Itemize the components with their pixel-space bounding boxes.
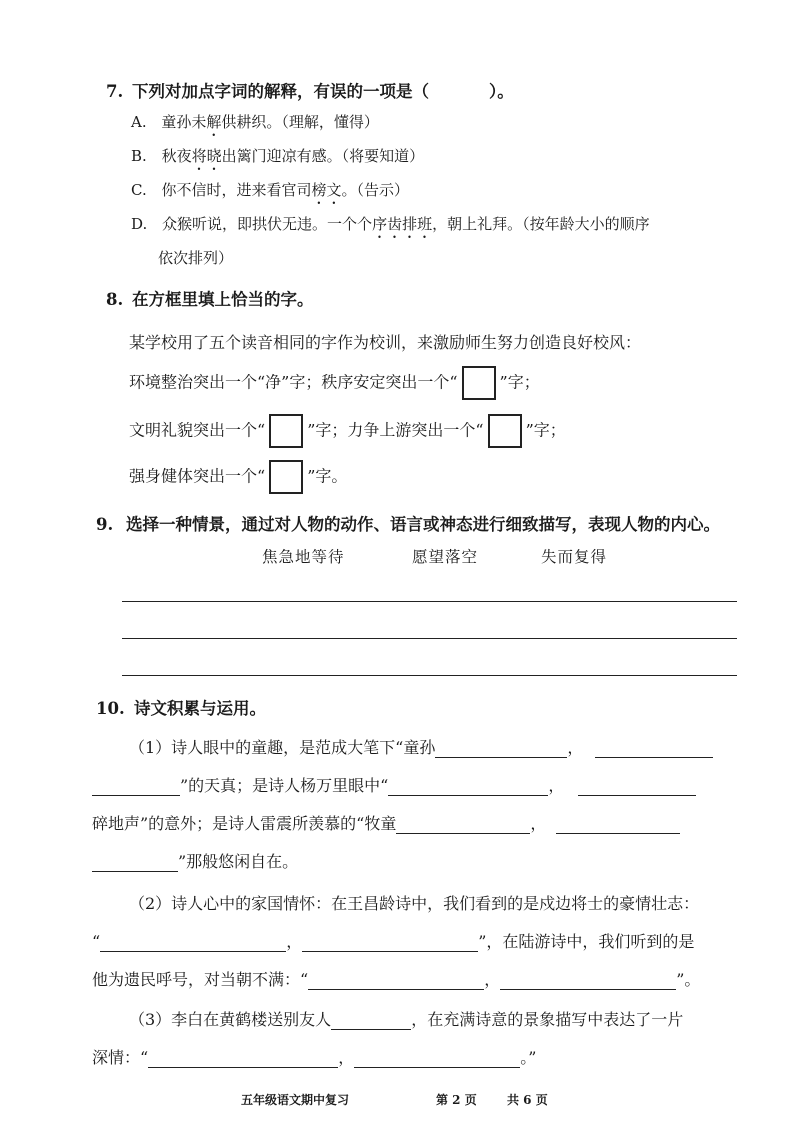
q8-text: 文明礼貌突出一个“ — [129, 420, 266, 440]
q10-text: 碎地声”的意外；是诗人雷震所羡慕的“牧童 — [92, 814, 397, 833]
q10-p2-line-3 — [92, 967, 700, 990]
q10-text: ”，在陆游诗中，我们听到的是 — [478, 932, 695, 951]
footer-total-pages: 共 6 页 — [507, 1093, 548, 1107]
writing-line[interactable] — [122, 601, 737, 602]
q7-option-b — [131, 145, 424, 174]
q10-p1-line-4 — [92, 849, 298, 872]
q10-text: 深情：“ — [92, 1048, 149, 1067]
fill-blank[interactable] — [388, 777, 548, 796]
fill-blank[interactable] — [331, 1011, 411, 1030]
option-letter: B. — [131, 147, 147, 165]
q8-text: 强身健体突出一个“ — [129, 466, 266, 486]
scene-option: 失而复得 — [541, 548, 608, 566]
option-text: 秋夜 — [161, 147, 192, 165]
fill-blank[interactable] — [148, 1049, 338, 1068]
fill-blank[interactable] — [396, 815, 530, 834]
q8-line-3 — [129, 460, 347, 494]
fill-blank[interactable] — [578, 777, 696, 796]
q10-text: “ — [92, 932, 101, 951]
q8-line-1 — [129, 366, 540, 400]
q10-p1-line-1 — [129, 735, 713, 758]
q7-option-d-continued: 依次排列） — [158, 249, 234, 267]
q10-p1-line-2 — [92, 773, 696, 796]
q10-text: （1）诗人眼中的童趣，是范成大笔下“童孙 — [129, 738, 436, 757]
footer-page-number: 第 2 页 — [436, 1093, 477, 1107]
q10-text: ”那般悠闲自在。 — [178, 852, 299, 871]
q10-p3-line-1 — [129, 1007, 683, 1030]
q8-number: 8. — [106, 290, 124, 309]
q10-text: ”。 — [676, 970, 701, 989]
q10-p3-line-2 — [92, 1045, 536, 1068]
writing-line[interactable] — [122, 675, 737, 676]
q10-text: ， — [530, 814, 547, 833]
q8-title — [106, 286, 314, 310]
writing-line[interactable] — [122, 638, 737, 639]
q9-title — [96, 511, 720, 535]
q10-text: 他为遗民呼号，对当朝不满：“ — [92, 970, 309, 989]
option-text: 童孙未 — [161, 113, 207, 131]
fill-blank[interactable] — [302, 933, 478, 952]
option-text: 。（告示） — [341, 181, 410, 199]
q8-line-2 — [129, 414, 566, 448]
q10-text: ， — [567, 738, 584, 757]
option-text: 你不信时，进来看官司 — [161, 181, 312, 199]
scene-option: 焦急地等待 — [262, 548, 345, 566]
option-text: 出篱门迎凉有感。（将要知道） — [221, 147, 425, 165]
fill-blank[interactable] — [308, 971, 484, 990]
answer-box[interactable] — [462, 366, 496, 400]
q10-text: 。” — [520, 1048, 537, 1067]
option-dotted-word: 将晓 — [191, 147, 222, 165]
q7-title — [106, 78, 514, 102]
q8-text: ”字； — [499, 372, 540, 392]
q8-title-text: 在方框里填上恰当的字。 — [132, 290, 314, 309]
fill-blank[interactable] — [435, 739, 567, 758]
q10-p1-line-3 — [92, 811, 680, 834]
answer-box[interactable] — [269, 460, 303, 494]
fill-blank[interactable] — [595, 739, 713, 758]
q7-option-a — [131, 111, 379, 140]
q10-p2-line-2 — [92, 929, 694, 952]
q7-option-d — [131, 213, 650, 242]
q7-number: 7. — [106, 82, 124, 101]
q7-stem-end: ）。 — [489, 82, 514, 101]
footer-subject: 五年级语文期中复习 — [241, 1093, 350, 1107]
fill-blank[interactable] — [92, 853, 178, 872]
option-text: 众猴听说，即拱伏无违。一个个 — [162, 215, 373, 233]
option-letter: C. — [131, 181, 147, 199]
q10-text: ，在充满诗意的景象描写中表达了一片 — [411, 1010, 684, 1029]
q10-text: （3）李白在黄鹤楼送别友人 — [129, 1010, 332, 1029]
option-letter: D. — [131, 215, 148, 233]
q10-text: ， — [338, 1048, 355, 1067]
q9-number: 9. — [96, 515, 114, 534]
option-dotted-word: 榜文 — [311, 181, 342, 199]
q8-text: ”字；力争上游突出一个“ — [307, 420, 484, 440]
q8-intro: 某学校用了五个读音相同的字作为校训，来激励师生努力创造良好校风： — [129, 333, 642, 352]
q9-title-text: 选择一种情景，通过对人物的动作、语言或神态进行细致描写，表现人物的内心。 — [126, 515, 720, 534]
q10-text: ”的天真；是诗人杨万里眼中“ — [180, 776, 389, 795]
q8-text: ”字； — [525, 420, 566, 440]
q10-title-text: 诗文积累与运用。 — [134, 699, 266, 718]
q7-stem: 下列对加点字词的解释，有误的一项是（ — [132, 82, 429, 101]
fill-blank[interactable] — [92, 777, 180, 796]
option-dotted-word: 序齿排班 — [372, 215, 433, 233]
q10-number: 10. — [96, 699, 125, 718]
option-dotted-word: 解 — [206, 113, 222, 131]
fill-blank[interactable] — [556, 815, 680, 834]
q8-text: 环境整治突出一个“净”字；秩序安定突出一个“ — [129, 372, 458, 392]
q10-title — [96, 695, 266, 719]
q7-option-c — [131, 179, 409, 208]
fill-blank[interactable] — [354, 1049, 520, 1068]
option-letter: A. — [131, 113, 147, 131]
q10-text: ， — [548, 776, 565, 795]
answer-box[interactable] — [488, 414, 522, 448]
q10-text: ， — [286, 932, 303, 951]
option-text: ，朝上礼拜。（按年龄大小的顺序 — [432, 215, 650, 233]
answer-box[interactable] — [269, 414, 303, 448]
fill-blank[interactable] — [100, 933, 286, 952]
q10-text: ， — [484, 970, 501, 989]
fill-blank[interactable] — [500, 971, 676, 990]
option-text: 供耕织。（理解，懂得） — [221, 113, 379, 131]
scene-option: 愿望落空 — [412, 548, 479, 566]
q8-text: ”字。 — [307, 466, 348, 486]
q10-p2-line-1: （2）诗人心中的家国情怀：在王昌龄诗中，我们看到的是戍边将士的豪情壮志： — [129, 894, 700, 913]
